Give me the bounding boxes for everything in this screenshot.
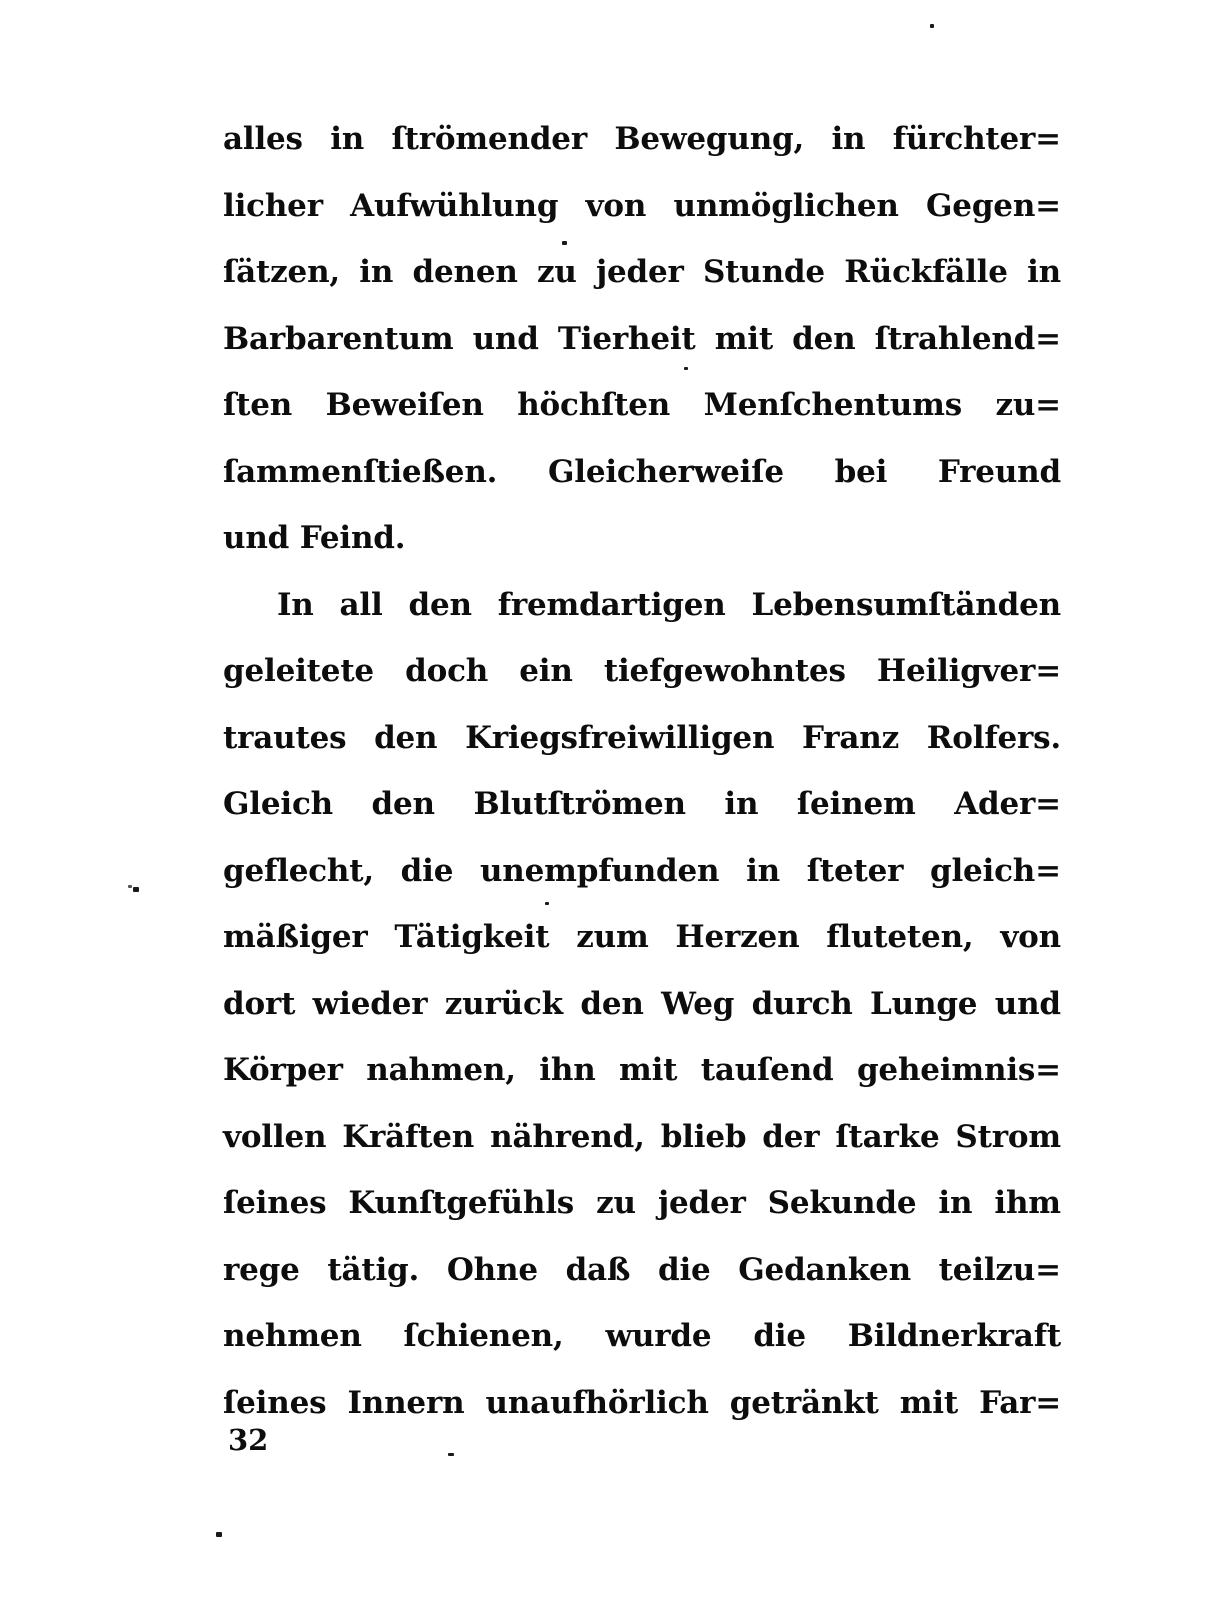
text-line: geleitete doch ein tiefgewohntes Heiligver= xyxy=(223,653,1061,689)
text-line: Körper nahmen, ihn mit tauſend geheimnis= xyxy=(223,1052,1061,1088)
text-line: ſätzen, in denen zu jeder Stunde Rückfälle in xyxy=(223,254,1061,290)
text-line: alles in ſtrömender Bewegung, in fürchter= xyxy=(223,121,1061,157)
text-line: ſeines Innern unaufhörlich getränkt mit Far= xyxy=(223,1384,1061,1421)
text-line: trautes den Kriegsfreiwilligen Franz Rolfers. xyxy=(223,719,1061,756)
scan-speck xyxy=(133,887,139,892)
text-line: ſten Beweiſen höchſten Menſchentums zu= xyxy=(223,387,1061,423)
text-line: dort wieder zurück den Weg durch Lunge und xyxy=(223,985,1061,1022)
text-line: rege tätig. Ohne daß die Gedanken teilzu= xyxy=(223,1251,1061,1288)
scan-speck xyxy=(128,885,132,888)
text-line: Gleich den Blutſtrömen in ſeinem Ader= xyxy=(223,786,1061,822)
text-line: In all den fremdartigen Lebensumſtänden xyxy=(277,586,1061,623)
text-line: mäßiger Tätigkeit zum Herzen fluteten, von xyxy=(223,919,1061,955)
scan-speck xyxy=(562,241,567,245)
scan-speck xyxy=(684,367,688,370)
text-line: nehmen ſchienen, wurde die Bildnerkraft xyxy=(223,1318,1061,1354)
text-line: Barbarentum und Tierheit mit den ſtrahlend= xyxy=(223,320,1061,357)
scan-speck xyxy=(930,24,934,28)
scan-speck xyxy=(216,1532,222,1537)
scan-speck xyxy=(448,1453,454,1456)
scan-speck xyxy=(545,902,549,905)
page-text xyxy=(223,106,1061,1436)
text-line: ſeines Kunſtgefühls zu jeder Sekunde in ihm xyxy=(223,1185,1061,1221)
text-line: licher Aufwühlung von unmöglichen Gegen= xyxy=(223,187,1061,224)
text-line: und Feind. xyxy=(223,520,406,556)
text-line: ſammenſtießen. Gleicherweiſe bei Freund xyxy=(223,453,1061,490)
text-line: geflecht, die unempfunden in ſteter gleich= xyxy=(223,852,1061,889)
text-line: vollen Kräften nährend, blieb der ſtarke Strom xyxy=(223,1118,1061,1155)
page-number: 32 xyxy=(228,1423,269,1457)
